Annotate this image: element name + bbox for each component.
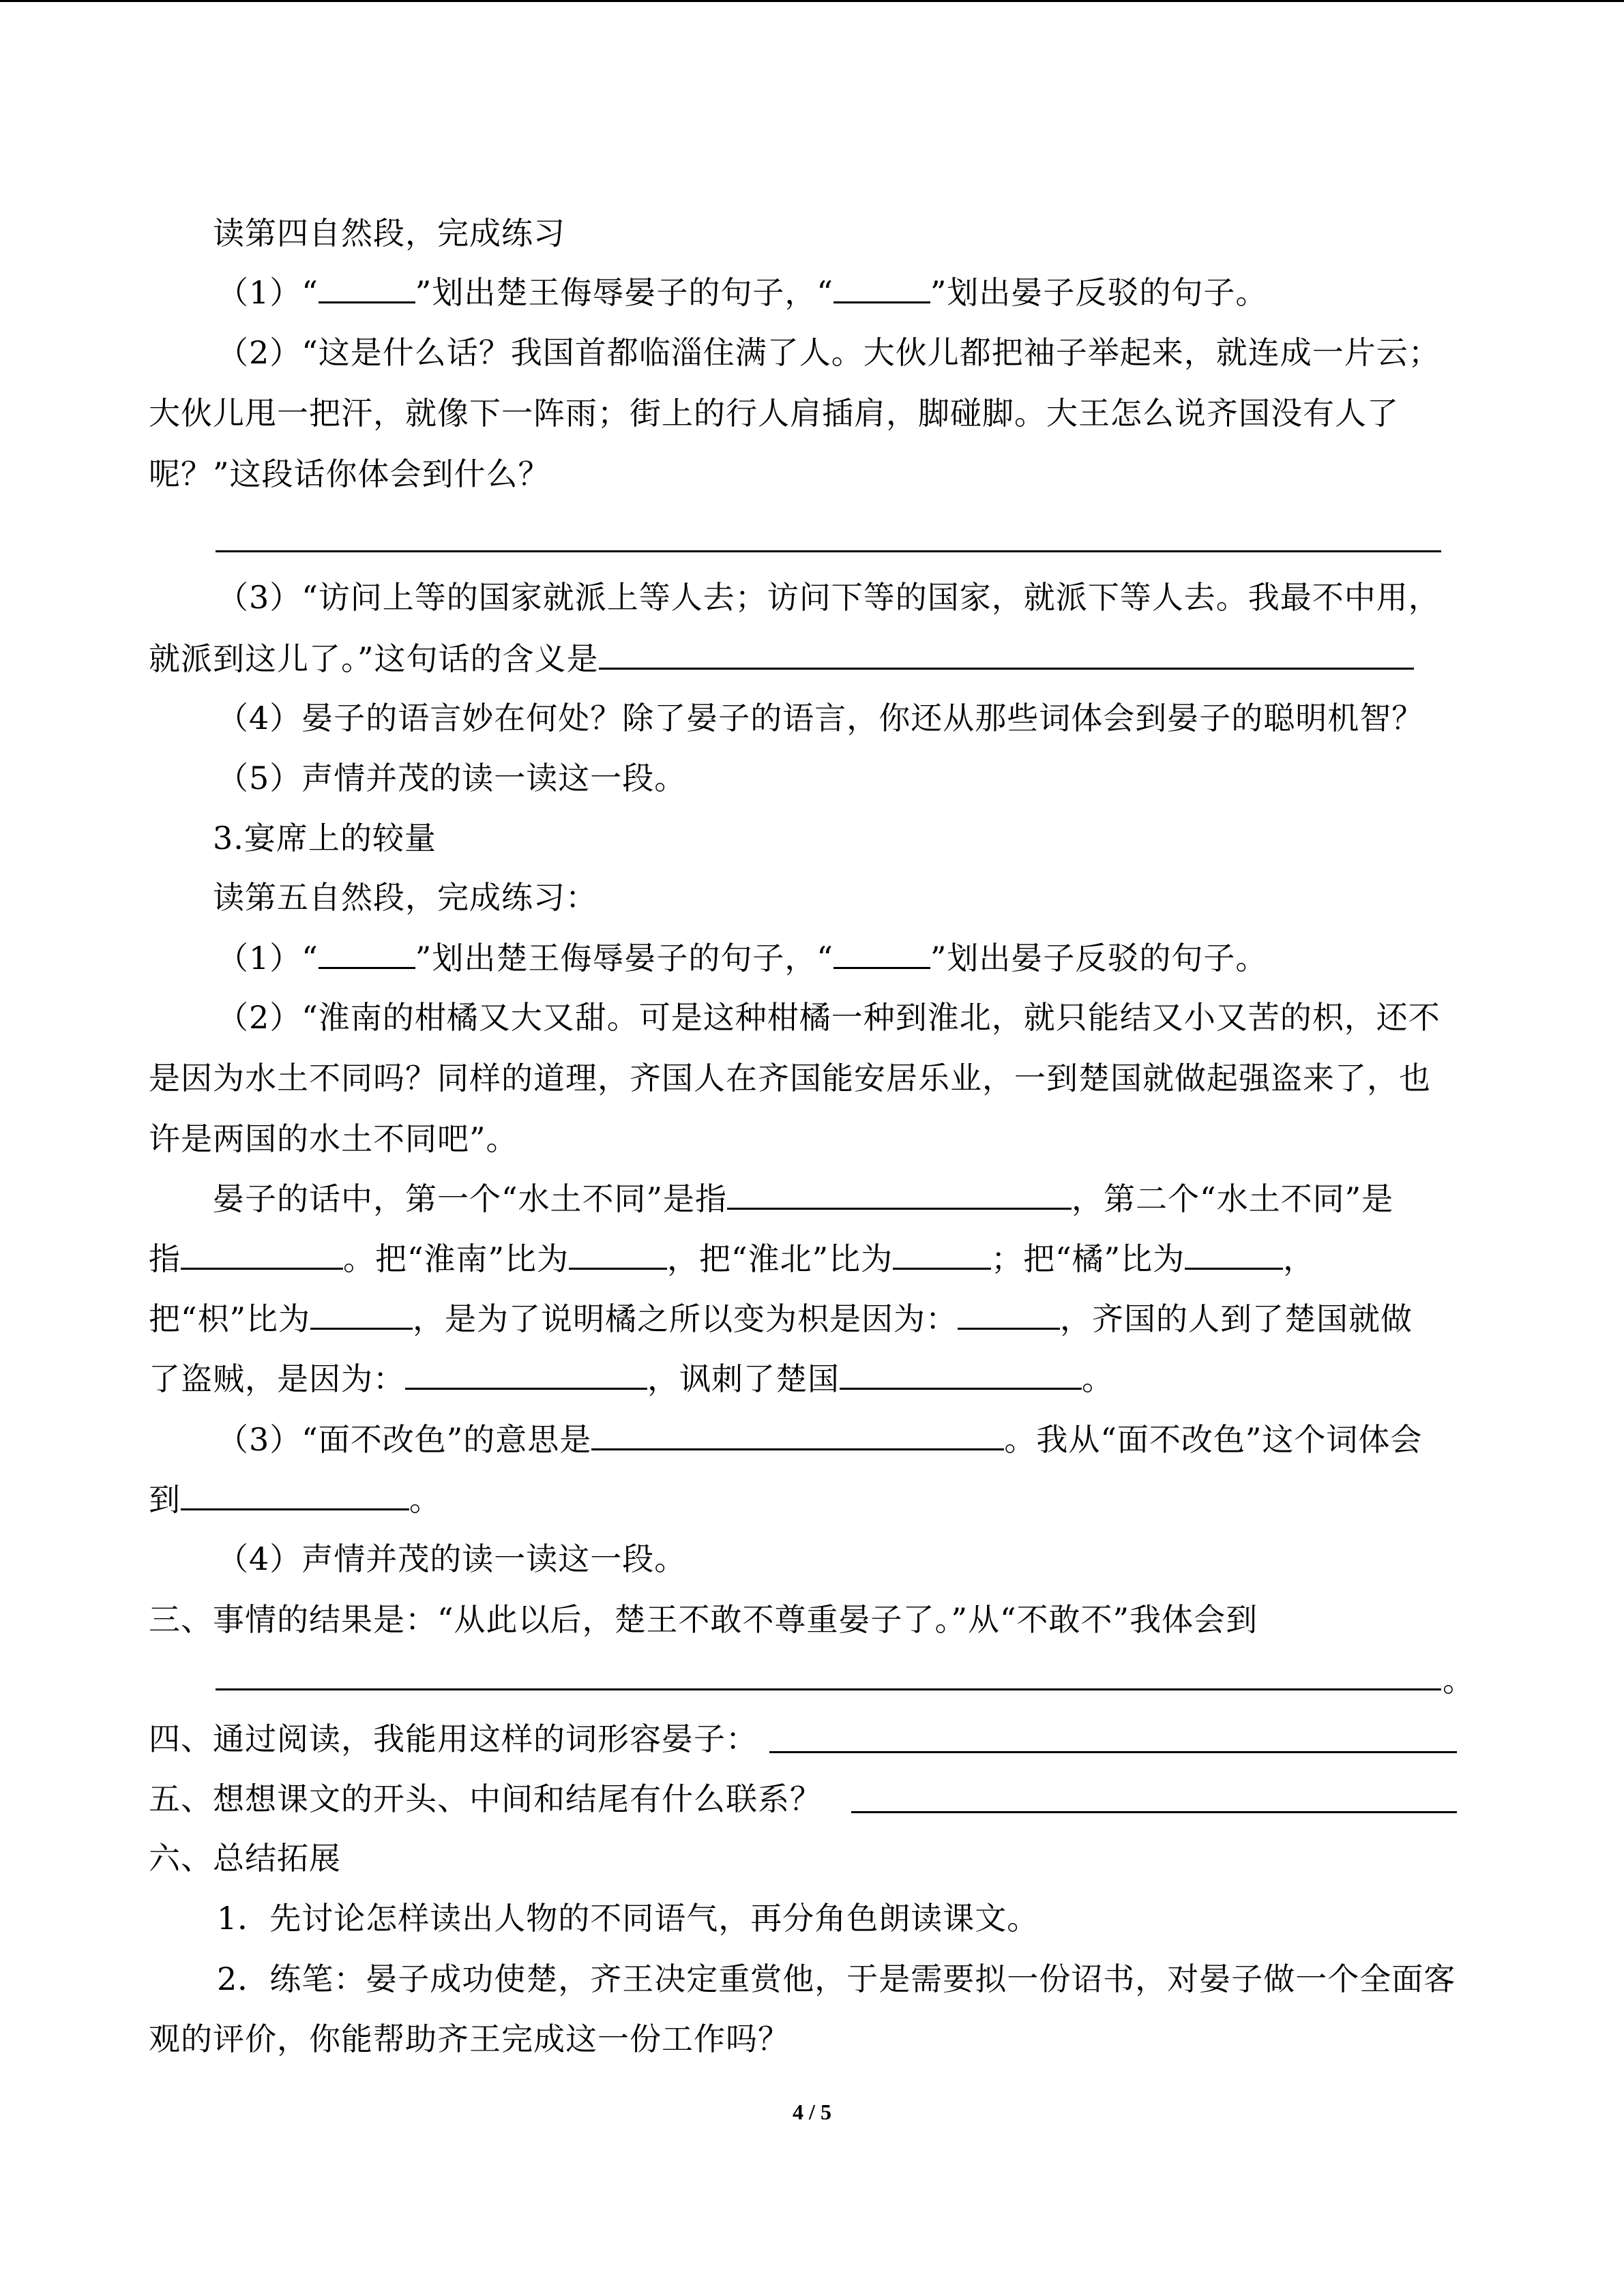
exercise-2-item-2-line-3: 许是两国的水土不同吧”。 — [149, 1120, 518, 1157]
answer-line[interactable] — [216, 550, 1441, 552]
fill-blank[interactable] — [181, 1478, 409, 1510]
section-6-item-1: 1．先讨论怎样读出人物的不同语气，再分角色朗读课文。 — [217, 1900, 1039, 1937]
exercise-2-item-2-line-1: （2）“淮南的柑橘又大又甜。可是这种柑橘一种到淮北，就只能结又小又苦的枳，还不 — [217, 999, 1441, 1036]
fill-blank[interactable] — [319, 271, 415, 303]
fill-blank[interactable] — [833, 937, 930, 969]
fill-blank[interactable] — [181, 1238, 343, 1270]
fill-blank[interactable] — [893, 1238, 991, 1270]
instruction-para-5: 读第五自然段，完成练习： — [213, 879, 597, 916]
exercise-2-item-2-line-2: 是因为水土不同吗？同样的道理，齐国人在齐国能安居乐业，一到楚国就做起强盗来了，也 — [149, 1060, 1431, 1097]
answer-line[interactable] — [769, 1751, 1457, 1753]
exercise-1-item-2-line-2: 大伙儿甩一把汗，就像下一阵雨；街上的行人肩插肩，脚碰脚。大王怎么说齐国没有人了 — [149, 395, 1399, 432]
analysis-line-1: 晏子的话中，第一个“水土不同”是指 ，第二个“水土不同”是 — [213, 1178, 1393, 1219]
exercise-1-item-1: （1）“ ”划出楚王侮辱晏子的句子，“ ”划出晏子反驳的句子。 — [217, 271, 1267, 313]
exercise-2-item-3-line-1: （3）“面不改色”的意思是 。我从“面不改色”这个词体会 — [217, 1418, 1422, 1460]
fill-blank[interactable] — [840, 1358, 1082, 1390]
exercise-1-item-3-line-1: （3）“访问上等的国家就派上等人去；访问下等的国家，就派下等人去。我最不中用， — [217, 579, 1441, 616]
exercise-1-item-3-line-2: 就派到这儿了。”这句话的含义是 — [149, 638, 1414, 679]
answer-line[interactable] — [851, 1811, 1457, 1813]
instruction-para-4: 读第四自然段，完成练习 — [213, 215, 565, 252]
exercise-2-item-3-line-2: 到 。 — [149, 1478, 441, 1520]
fill-blank[interactable] — [319, 937, 415, 969]
page-number: 4 / 5 — [793, 2100, 831, 2124]
section-6-item-2-line-2: 观的评价，你能帮助齐王完成这一份工作吗？ — [149, 2021, 790, 2057]
fill-blank[interactable] — [569, 1238, 667, 1270]
analysis-line-3: 把“枳”比为 ，是为了说明橘之所以变为枳是因为： ，齐国的人到了楚国就做 — [149, 1298, 1413, 1339]
fill-blank[interactable] — [1185, 1238, 1283, 1270]
fill-blank[interactable] — [591, 1418, 1004, 1450]
analysis-line-4: 了盗贼，是因为： ，讽刺了楚国 。 — [149, 1358, 1114, 1399]
section-4-describe: 四、通过阅读，我能用这样的词形容晏子： — [149, 1720, 758, 1757]
fill-blank[interactable] — [310, 1298, 413, 1330]
period-mark: 。 — [1443, 1662, 1475, 1699]
exercise-1-item-2-line-1: （2）“这是什么话？我国首都临淄住满了人。大伙儿都把袖子举起来，就连成一片云； — [217, 334, 1441, 371]
section-5-connection: 五、想想课文的开头、中间和结尾有什么联系？ — [149, 1780, 822, 1817]
exercise-2-item-1: （1）“ ”划出楚王侮辱晏子的句子，“ ”划出晏子反驳的句子。 — [217, 937, 1267, 979]
exercise-1-item-5: （5）声情并茂的读一读这一段。 — [217, 760, 687, 796]
section-6-heading: 六、总结拓展 — [149, 1840, 341, 1877]
exercise-1-item-4: （4）晏子的语言妙在何处？除了晏子的语言，你还从那些词体会到晏子的聪明机智？ — [217, 700, 1424, 736]
fill-blank[interactable] — [405, 1358, 647, 1390]
fill-blank[interactable] — [833, 271, 930, 303]
fill-blank[interactable] — [599, 638, 1414, 670]
section-6-item-2-line-1: 2．练笔：晏子成功使楚，齐王决定重赏他，于是需要拟一份诏书，对晏子做一个全面客 — [217, 1960, 1456, 1997]
fill-blank[interactable] — [958, 1298, 1060, 1330]
answer-line[interactable] — [216, 1688, 1441, 1690]
analysis-line-2: 指 。把“淮南”比为 ，把“淮北”比为 ；把“橘”比为 ， — [149, 1238, 1315, 1279]
exercise-2-item-4: （4）声情并茂的读一读这一段。 — [217, 1540, 687, 1577]
section-heading-banquet: 3.宴席上的较量 — [213, 820, 437, 856]
exercise-1-item-2-line-3: 呢？”这段话你体会到什么？ — [149, 456, 550, 492]
fill-blank[interactable] — [727, 1178, 1072, 1210]
section-3-result: 三、事情的结果是：“从此以后，楚王不敢不尊重晏子了。”从“不敢不”我体会到 — [149, 1601, 1258, 1638]
top-border-rule — [0, 0, 1624, 2]
